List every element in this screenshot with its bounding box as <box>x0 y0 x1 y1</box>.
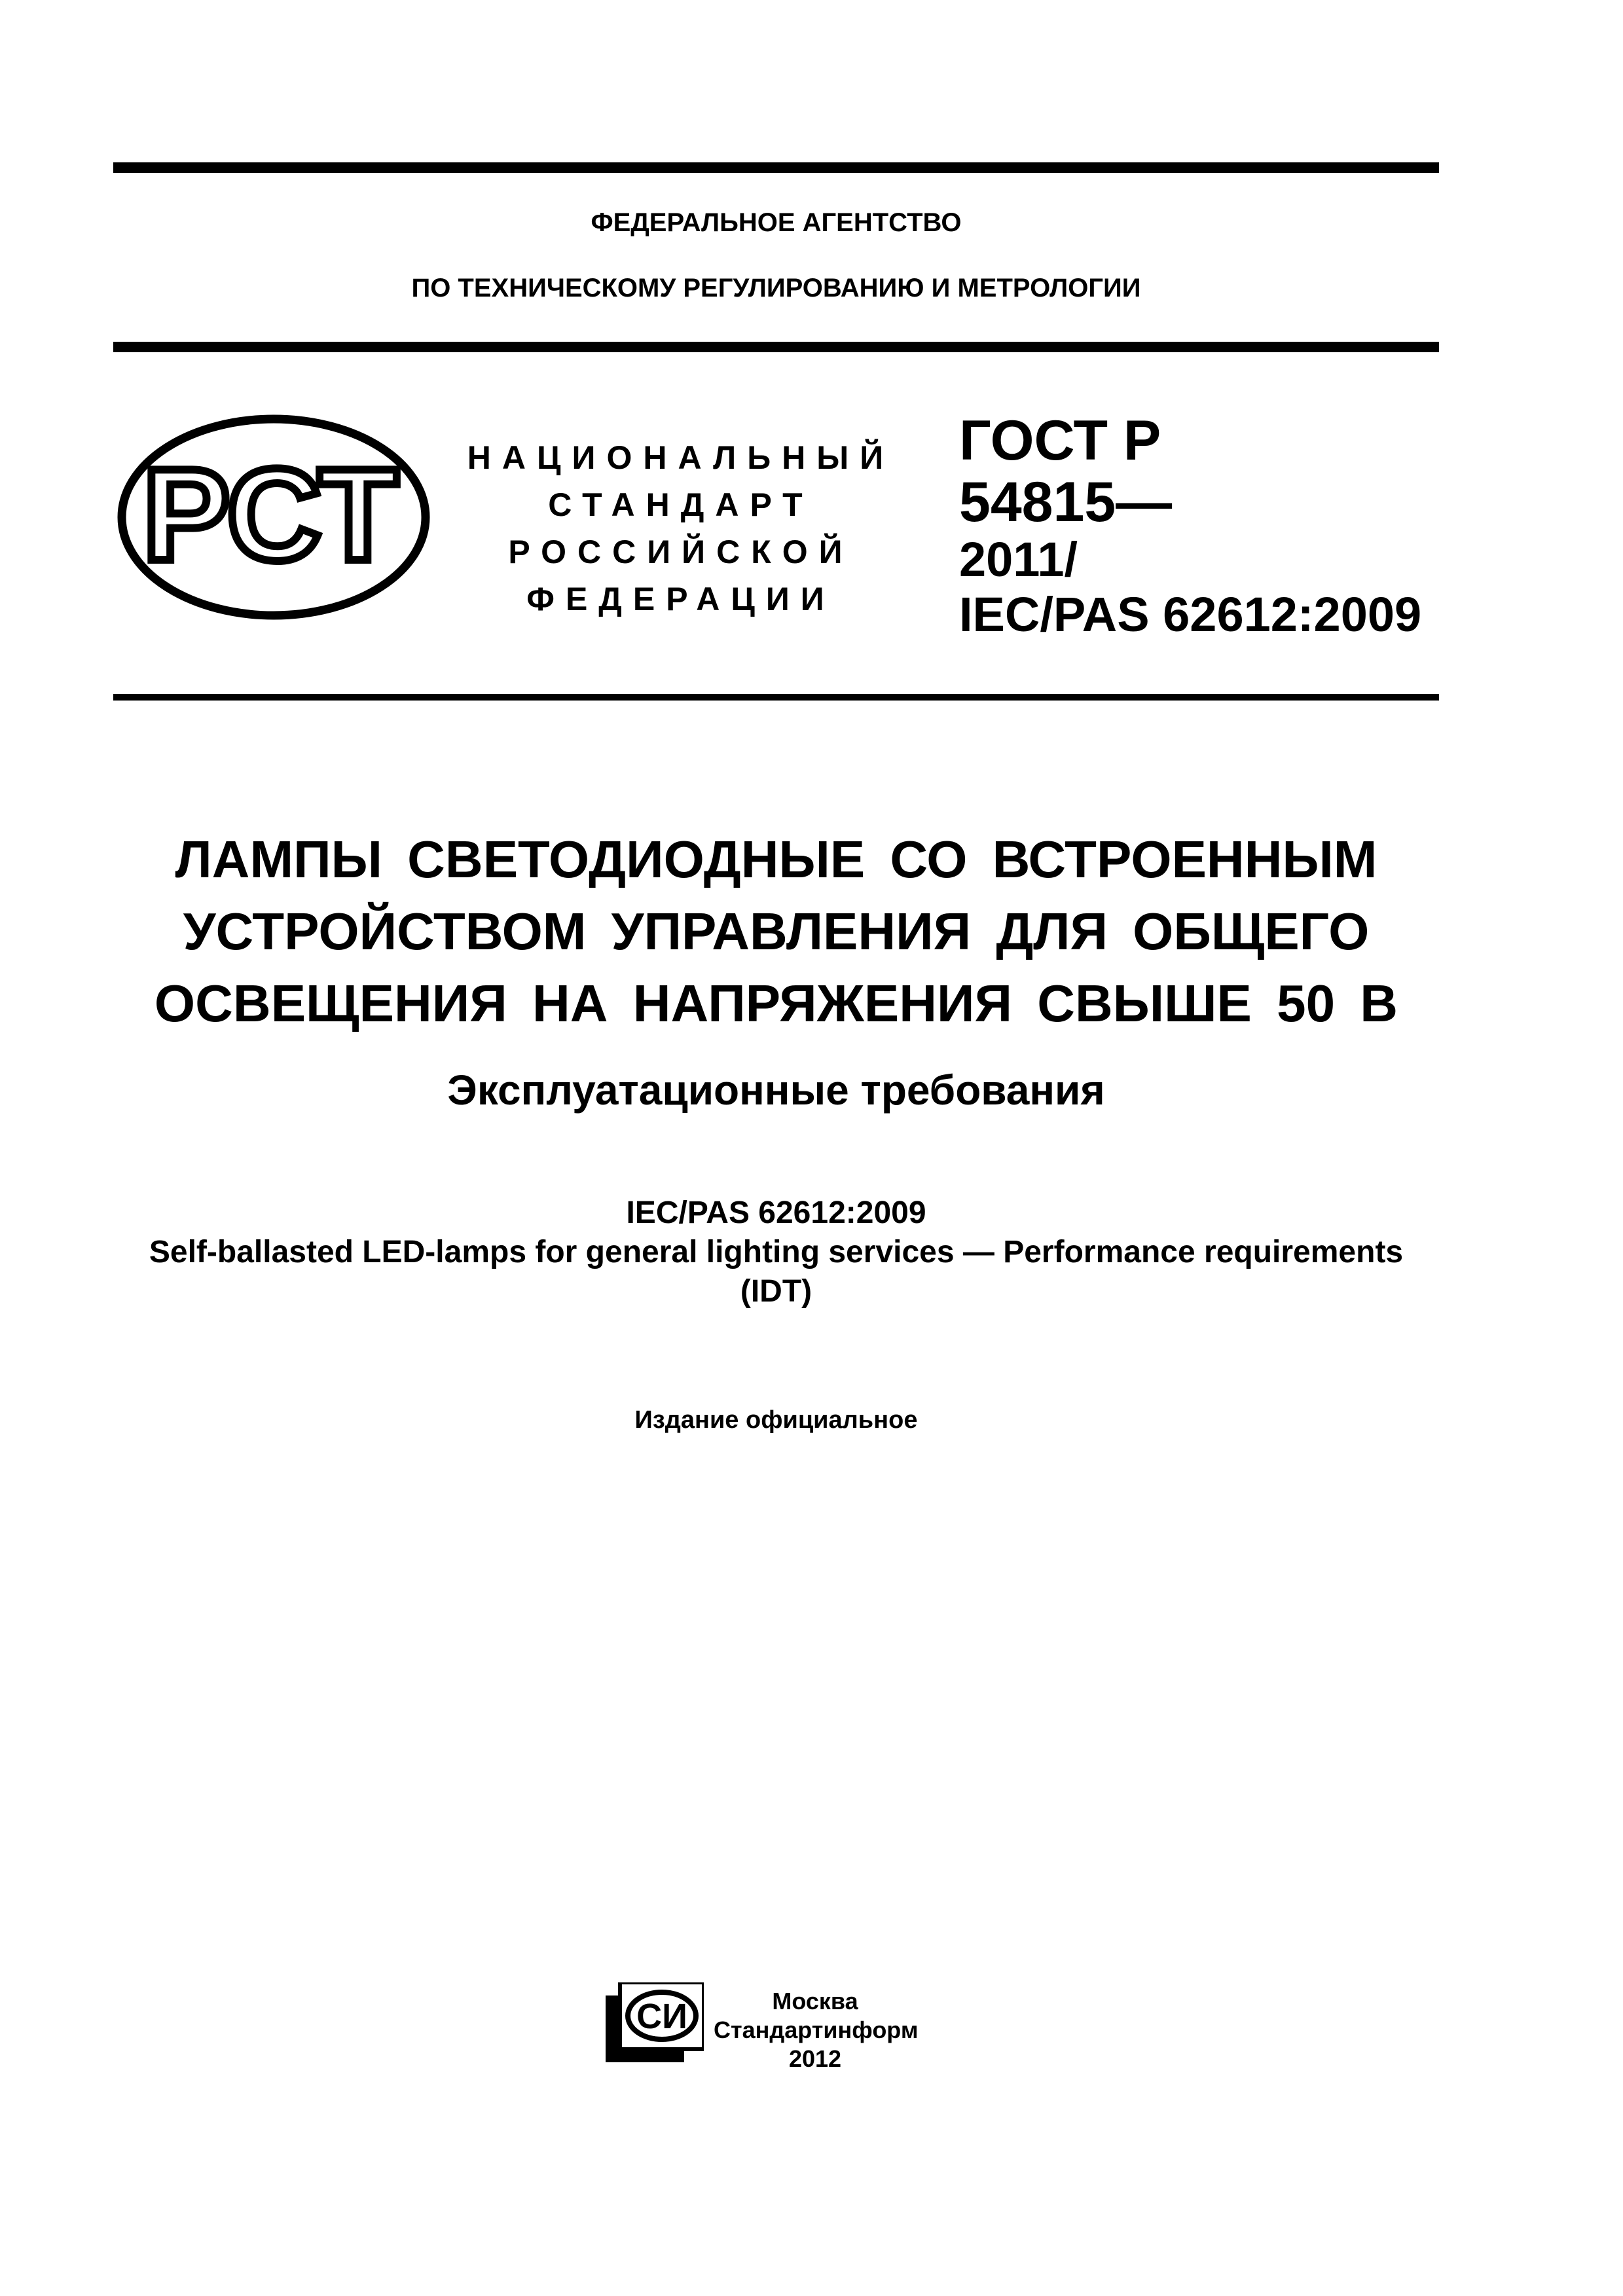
edition-note: Издание официальное <box>634 1406 918 1434</box>
agency-line-1: ФЕДЕРАЛЬНОЕ АГЕНТСТВО <box>591 208 962 237</box>
publisher-city: Москва <box>772 1988 858 2014</box>
designation-line-2: 54815— <box>959 471 1173 534</box>
rst-logo-text: РСТ <box>142 442 399 588</box>
standard-type-line-3: РОССИЙСКОЙ <box>508 534 854 570</box>
standard-type-line-1: НАЦИОНАЛЬНЫЙ <box>467 439 895 476</box>
standartinform-logo <box>606 1982 704 2062</box>
standard-designation <box>959 409 1431 642</box>
standard-type <box>458 434 903 623</box>
publisher-name: Стандартинформ <box>714 2016 919 2043</box>
international-code: IEC/PAS 62612:2009 <box>626 1195 926 1230</box>
standartinform-logo-text: СИ <box>636 1997 687 2036</box>
equivalence-degree: (IDT) <box>740 1274 812 1309</box>
designation-line-3: 2011/ <box>959 532 1078 587</box>
document-subtitle: Эксплуатационные требования <box>447 1066 1105 1114</box>
rst-logo <box>113 412 434 622</box>
title-line-2: УСТРОЙСТВОМ УПРАВЛЕНИЯ ДЛЯ ОБЩЕГО <box>183 902 1370 960</box>
international-title: Self-ballasted LED-lamps for general lighting services — Performance requirements <box>149 1235 1404 1269</box>
publication-year: 2012 <box>788 2045 842 2072</box>
header-divider <box>113 694 1439 701</box>
designation-line-4: IEC/PAS 62612:2009 <box>959 587 1422 642</box>
agency-divider <box>113 342 1439 352</box>
agency-line-2: ПО ТЕХНИЧЕСКОМУ РЕГУЛИРОВАНИЮ И МЕТРОЛОГИИ <box>411 274 1141 302</box>
title-line-3: ОСВЕЩЕНИЯ НА НАПРЯЖЕНИЯ СВЫШЕ 50 В <box>154 974 1398 1032</box>
publisher-block <box>714 1987 917 2073</box>
designation-line-1: ГОСТ Р <box>959 409 1161 472</box>
title-line-1: ЛАМПЫ СВЕТОДИОДНЫЕ СО ВСТРОЕННЫМ <box>175 830 1377 888</box>
standard-type-line-2: СТАНДАРТ <box>548 486 814 523</box>
document-title <box>113 824 1439 1040</box>
top-divider <box>113 162 1439 173</box>
standard-type-line-4: ФЕДЕРАЦИИ <box>526 581 835 617</box>
